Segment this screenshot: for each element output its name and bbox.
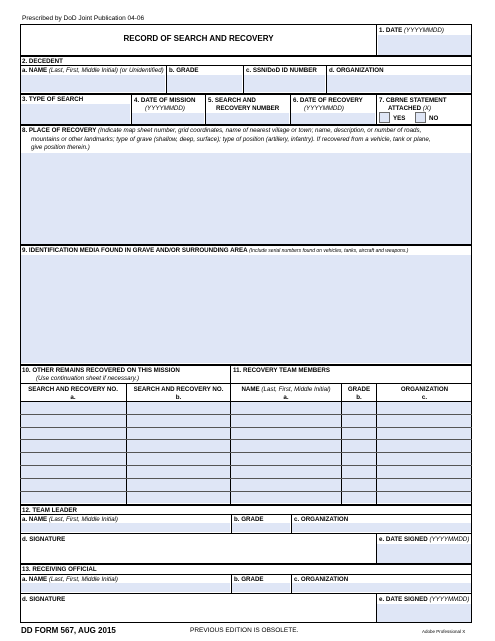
member-name-cell[interactable] <box>231 479 341 491</box>
receiving-official-header: 13. RECEIVING OFFICIAL <box>22 566 97 573</box>
team-col-name-header: NAME (Last, First, Middle Initial) a. <box>241 386 331 401</box>
member-grade-cell[interactable] <box>342 453 376 465</box>
receiving-signature-label: d. SIGNATURE <box>22 596 66 603</box>
form-number: DD FORM 567, AUG 2015 <box>21 626 116 635</box>
cbrne-no-label: NO <box>429 115 439 122</box>
remains-a-cell[interactable] <box>21 492 126 504</box>
decedent-name-field[interactable] <box>21 75 165 92</box>
remains-b-cell[interactable] <box>127 453 230 465</box>
other-remains-hint: (Use continuation sheet if necessary.) <box>36 375 140 382</box>
member-grade-cell[interactable] <box>342 466 376 478</box>
member-org-cell[interactable] <box>377 415 471 427</box>
search-recovery-number-field[interactable] <box>206 113 289 124</box>
receiving-name-label: a. NAME (Last, First, Middle Initial) <box>22 576 118 583</box>
place-of-recovery-field[interactable] <box>21 153 471 244</box>
decedent-ssn-label: c. SSN/DoD ID NUMBER <box>246 67 317 74</box>
receiving-org-label: c. ORGANIZATION <box>294 576 349 583</box>
decedent-org-label: d. ORGANIZATION <box>329 67 384 74</box>
remains-a-cell[interactable] <box>21 479 126 491</box>
remains-b-cell[interactable] <box>127 440 230 452</box>
remains-a-cell[interactable] <box>21 440 126 452</box>
leader-name-label: a. NAME (Last, First, Middle Initial) <box>22 516 118 523</box>
receiving-date-field[interactable] <box>377 604 471 622</box>
member-grade-cell[interactable] <box>342 479 376 491</box>
remains-a-cell[interactable] <box>21 453 126 465</box>
obsolete-notice: PREVIOUS EDITION IS OBSOLETE. <box>190 627 299 634</box>
remains-col-b-header: SEARCH AND RECOVERY NO. b. <box>133 386 224 401</box>
place-of-recovery-label: 8. PLACE OF RECOVERY (Indicate map sheet number, grid coordinates, name of nearest village or town; name, description, or number of roads, mountains or other landmarks; type of grave (shallow, deep, surface); type of position (artillery, infantry). If recovered from a vehicle, tank or plane, give position therein.) <box>22 127 431 151</box>
member-org-cell[interactable] <box>377 453 471 465</box>
software-note: Adobe Professional X <box>422 629 466 634</box>
recovery-date-label: 6. DATE OF RECOVERY <box>293 97 363 104</box>
cbrne-label: 7. CBRNE STATEMENT ATTACHED (X) <box>379 97 447 112</box>
receiving-grade-field[interactable] <box>232 583 290 592</box>
date-field[interactable] <box>378 35 471 55</box>
member-org-cell[interactable] <box>377 492 471 504</box>
leader-grade-label: b. GRADE <box>234 516 264 523</box>
recovery-date-hint: (YYYYMMDD) <box>304 105 344 112</box>
receiving-org-field[interactable] <box>292 583 471 592</box>
leader-date-field[interactable] <box>377 544 471 563</box>
remains-b-cell[interactable] <box>127 415 230 427</box>
receiving-date-label: e. DATE SIGNED (YYYYMMDD) <box>379 596 470 603</box>
other-remains-header: 10. OTHER REMAINS RECOVERED ON THIS MISSION <box>22 367 180 374</box>
leader-grade-field[interactable] <box>232 523 290 532</box>
identification-media-label: 9. IDENTIFICATION MEDIA FOUND IN GRAVE AND/OR SURROUNDING AREA (Include serial numbers found on vehicles, tanks, aircraft and weapons.) <box>22 247 409 254</box>
remains-a-cell[interactable] <box>21 415 126 427</box>
receiving-name-field[interactable] <box>21 583 230 592</box>
team-leader-header: 12. TEAM LEADER <box>22 507 78 514</box>
prescribed-note: Prescribed by DoD Joint Publication 04-06 <box>22 15 145 22</box>
team-col-org-header: ORGANIZATION c. <box>400 386 449 401</box>
remains-col-a-header: SEARCH AND RECOVERY NO. a. <box>28 386 118 401</box>
remains-b-cell[interactable] <box>127 428 230 440</box>
decedent-header: 2. DECEDENT <box>22 58 63 65</box>
cbrne-no-checkbox[interactable] <box>415 112 426 123</box>
cbrne-yes-label: YES <box>393 115 406 122</box>
member-name-cell[interactable] <box>231 440 341 452</box>
remains-b-cell[interactable] <box>127 402 230 414</box>
decedent-grade-label: b. GRADE <box>169 67 199 74</box>
member-org-cell[interactable] <box>377 428 471 440</box>
search-type-field[interactable] <box>21 104 130 124</box>
team-col-grade-header: GRADE b. <box>347 386 371 401</box>
leader-org-label: c. ORGANIZATION <box>294 516 349 523</box>
member-org-cell[interactable] <box>377 466 471 478</box>
remains-b-cell[interactable] <box>127 466 230 478</box>
leader-date-label: e. DATE SIGNED (YYYYMMDD) <box>379 536 470 543</box>
decedent-grade-field[interactable] <box>167 75 242 92</box>
receiving-grade-label: b. GRADE <box>234 576 264 583</box>
member-grade-cell[interactable] <box>342 492 376 504</box>
form-title: RECORD OF SEARCH AND RECOVERY <box>123 34 274 43</box>
identification-media-field[interactable] <box>21 255 471 363</box>
member-name-cell[interactable] <box>231 453 341 465</box>
remains-b-cell[interactable] <box>127 479 230 491</box>
decedent-org-field[interactable] <box>327 75 471 92</box>
decedent-name-label: a. NAME (Last, First, Middle Initial) (or Unidentified) <box>22 67 164 74</box>
member-org-cell[interactable] <box>377 479 471 491</box>
leader-signature-label: d. SIGNATURE <box>22 536 66 543</box>
cbrne-yes-checkbox[interactable] <box>379 112 390 123</box>
mission-date-label: 4. DATE OF MISSION <box>134 97 196 104</box>
member-name-cell[interactable] <box>231 492 341 504</box>
mission-date-hint: (YYYYMMDD) <box>145 105 185 112</box>
member-name-cell[interactable] <box>231 415 341 427</box>
member-name-cell[interactable] <box>231 466 341 478</box>
team-members-header: 11. RECOVERY TEAM MEMBERS <box>233 367 330 374</box>
member-org-cell[interactable] <box>377 402 471 414</box>
recovery-date-field[interactable] <box>291 113 375 124</box>
member-name-cell[interactable] <box>231 428 341 440</box>
remains-a-cell[interactable] <box>21 428 126 440</box>
remains-a-cell[interactable] <box>21 402 126 414</box>
member-grade-cell[interactable] <box>342 415 376 427</box>
remains-a-cell[interactable] <box>21 466 126 478</box>
search-type-label: 3. TYPE OF SEARCH <box>22 96 84 103</box>
leader-name-field[interactable] <box>21 523 230 532</box>
member-org-cell[interactable] <box>377 440 471 452</box>
decedent-ssn-field[interactable] <box>244 75 325 92</box>
member-grade-cell[interactable] <box>342 402 376 414</box>
remains-b-cell[interactable] <box>127 492 230 504</box>
member-grade-cell[interactable] <box>342 440 376 452</box>
member-grade-cell[interactable] <box>342 428 376 440</box>
leader-org-field[interactable] <box>292 523 471 532</box>
member-name-cell[interactable] <box>231 402 341 414</box>
date-label: 1. DATE (YYYYMMDD) <box>379 27 444 34</box>
mission-date-field[interactable] <box>132 113 204 124</box>
search-recovery-number-label: 5. SEARCH AND RECOVERY NUMBER <box>208 97 280 112</box>
